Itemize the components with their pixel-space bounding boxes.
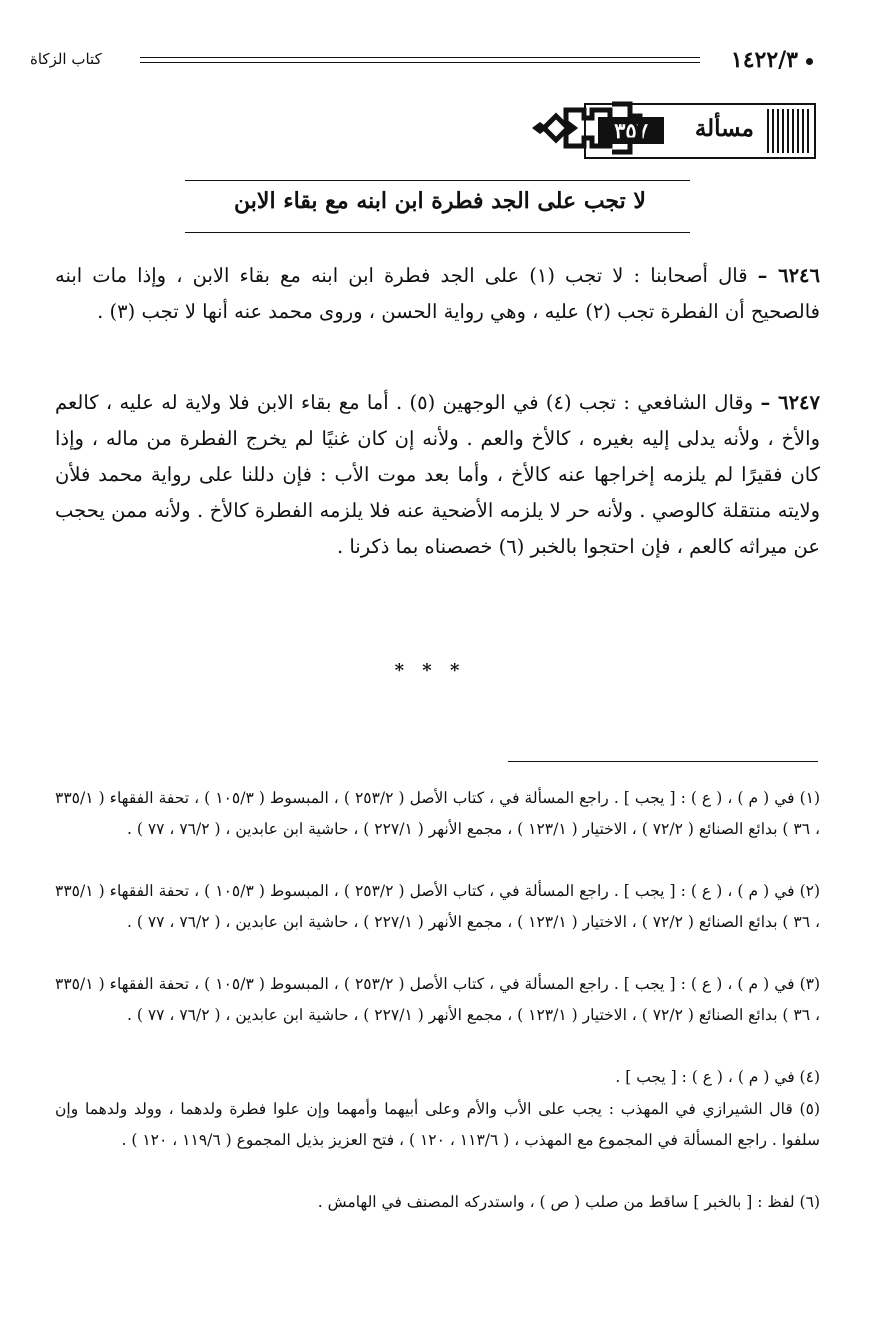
footnote-6: (٦) لفظ : [ بالخبر ] ساقط من صلب ( ص ) ، واستدركه المصنف في الهامش .: [317, 1193, 820, 1211]
bullet-icon: [806, 58, 813, 65]
striped-ornament: [767, 109, 811, 153]
paragraph-text: وقال الشافعي : تجب (٤) في الوجهين (٥) . أما مع بقاء الابن فلا ولاية له عليه ، كالعم والأخ ، ولأنه يدلى إليه بغيره ، كالأخ والعم . ولأنه إن كان غنيًا لم يخرج الفطرة من ماله ، وإذا كان فقيرًا لم يلزمه إخراجها عنه كالأخ ، وأما بعد موت الأب : فإن دللنا على رواية محمد فلأن ولايته منتقلة كالوصي . ولأنه حر لا يلزمه الأضحية عنه فلا يلزمه الفطرة كالأخ . ولأنه ممن يحجب عن ميراثه كالعم ، فإن احتجوا بالخبر (٦) خصصناه بما ذكرنا .: [55, 391, 820, 558]
paragraph-number: ٦٢٤٧ –: [760, 391, 820, 414]
masala-number: ٣٥٧: [598, 117, 664, 144]
paragraph-number: ٦٢٤٦ –: [757, 264, 820, 287]
footnote-rule: [508, 761, 818, 762]
footnote-1: (١) في ( م ) ، ( ع ) : [ يجب ] . راجع المسألة في ، كتاب الأصل ( ٢٥٣/٢ ) ، المبسوط ( ١٠٥/٣ ) ، تحفة الفقهاء ( ٣٣٥/١ ، ٣٦ ) بدائع الصنائع ( ٧٢/٢ ) ، الاختيار ( ١٢٣/١ ) ، مجمع الأنهر ( ٢٢٧/١ ) ، حاشية ابن عابدين ، ( ٧٦/٢ ، ٧٧ ) .: [55, 789, 821, 838]
title-rule-top: [185, 180, 690, 181]
header-double-rule: [140, 57, 700, 63]
footnote-2: (٢) في ( م ) ، ( ع ) : [ يجب ] . راجع المسألة في ، كتاب الأصل ( ٢٥٣/٢ ) ، المبسوط ( ١٠٥/٣ ) ، تحفة الفقهاء ( ٣٣٥/١ ، ٣٦ ) بدائع الصنائع ( ٧٢/٢ ) ، الاختيار ( ١٢٣/١ ) ، مجمع الأنهر ( ٢٢٧/١ ) ، حاشية ابن عابدين ، ( ٧٦/٢ ، ٧٧ ) .: [55, 882, 821, 931]
issue-title: لا تجب على الجد فطرة ابن ابنه مع بقاء الابن: [234, 188, 646, 214]
footnote-5: (٥) قال الشيرازي في المهذب : يجب على الأب والأم وعلى أبيهما وأمهما وإن علوا فطرة ولدهما ، وولد ولدهما وإن سلفوا . راجع المسألة في المجموع مع المهذب ، ( ١١٣/٦ ، ١٢٠ ) ، فتح العزيز بذيل المجموع ( ١١٩/٦ ، ١٢٠ ) .: [55, 1100, 820, 1149]
section-separator: * * *: [394, 660, 466, 681]
page-number: ١٤٢٢/٣: [730, 47, 798, 73]
running-header-page: [731, 47, 813, 73]
footnote-3: (٣) في ( م ) ، ( ع ) : [ يجب ] . راجع المسألة في ، كتاب الأصل ( ٢٥٣/٢ ) ، المبسوط ( ١٠٥/٣ ) ، تحفة الفقهاء ( ٣٣٥/١ ، ٣٦ ) بدائع الصنائع ( ٧٢/٢ ) ، الاختيار ( ١٢٣/١ ) ، مجمع الأنهر ( ٢٢٧/١ ) ، حاشية ابن عابدين ، ( ٧٦/٢ ، ٧٧ ) .: [55, 975, 821, 1024]
paragraph-6247: [55, 385, 820, 565]
title-rule-bottom: [185, 232, 690, 233]
paragraph-6246: [55, 258, 820, 330]
knot-ornament-icon: [530, 96, 646, 160]
masala-label: مسألة: [694, 115, 754, 142]
running-header-title: كتاب الزكاة: [30, 50, 102, 68]
footnote-4: (٤) في ( م ) ، ( ع ) : [ يجب ] .: [615, 1068, 820, 1086]
paragraph-text: قال أصحابنا : لا تجب (١) على الجد فطرة ابن ابنه مع بقاء الابن ، وإذا مات ابنه فالصحيح أن الفطرة تجب (٢) عليه ، وهي رواية الحسن ، وروى محمد عنه أنها لا تجب (٣) .: [55, 264, 820, 323]
